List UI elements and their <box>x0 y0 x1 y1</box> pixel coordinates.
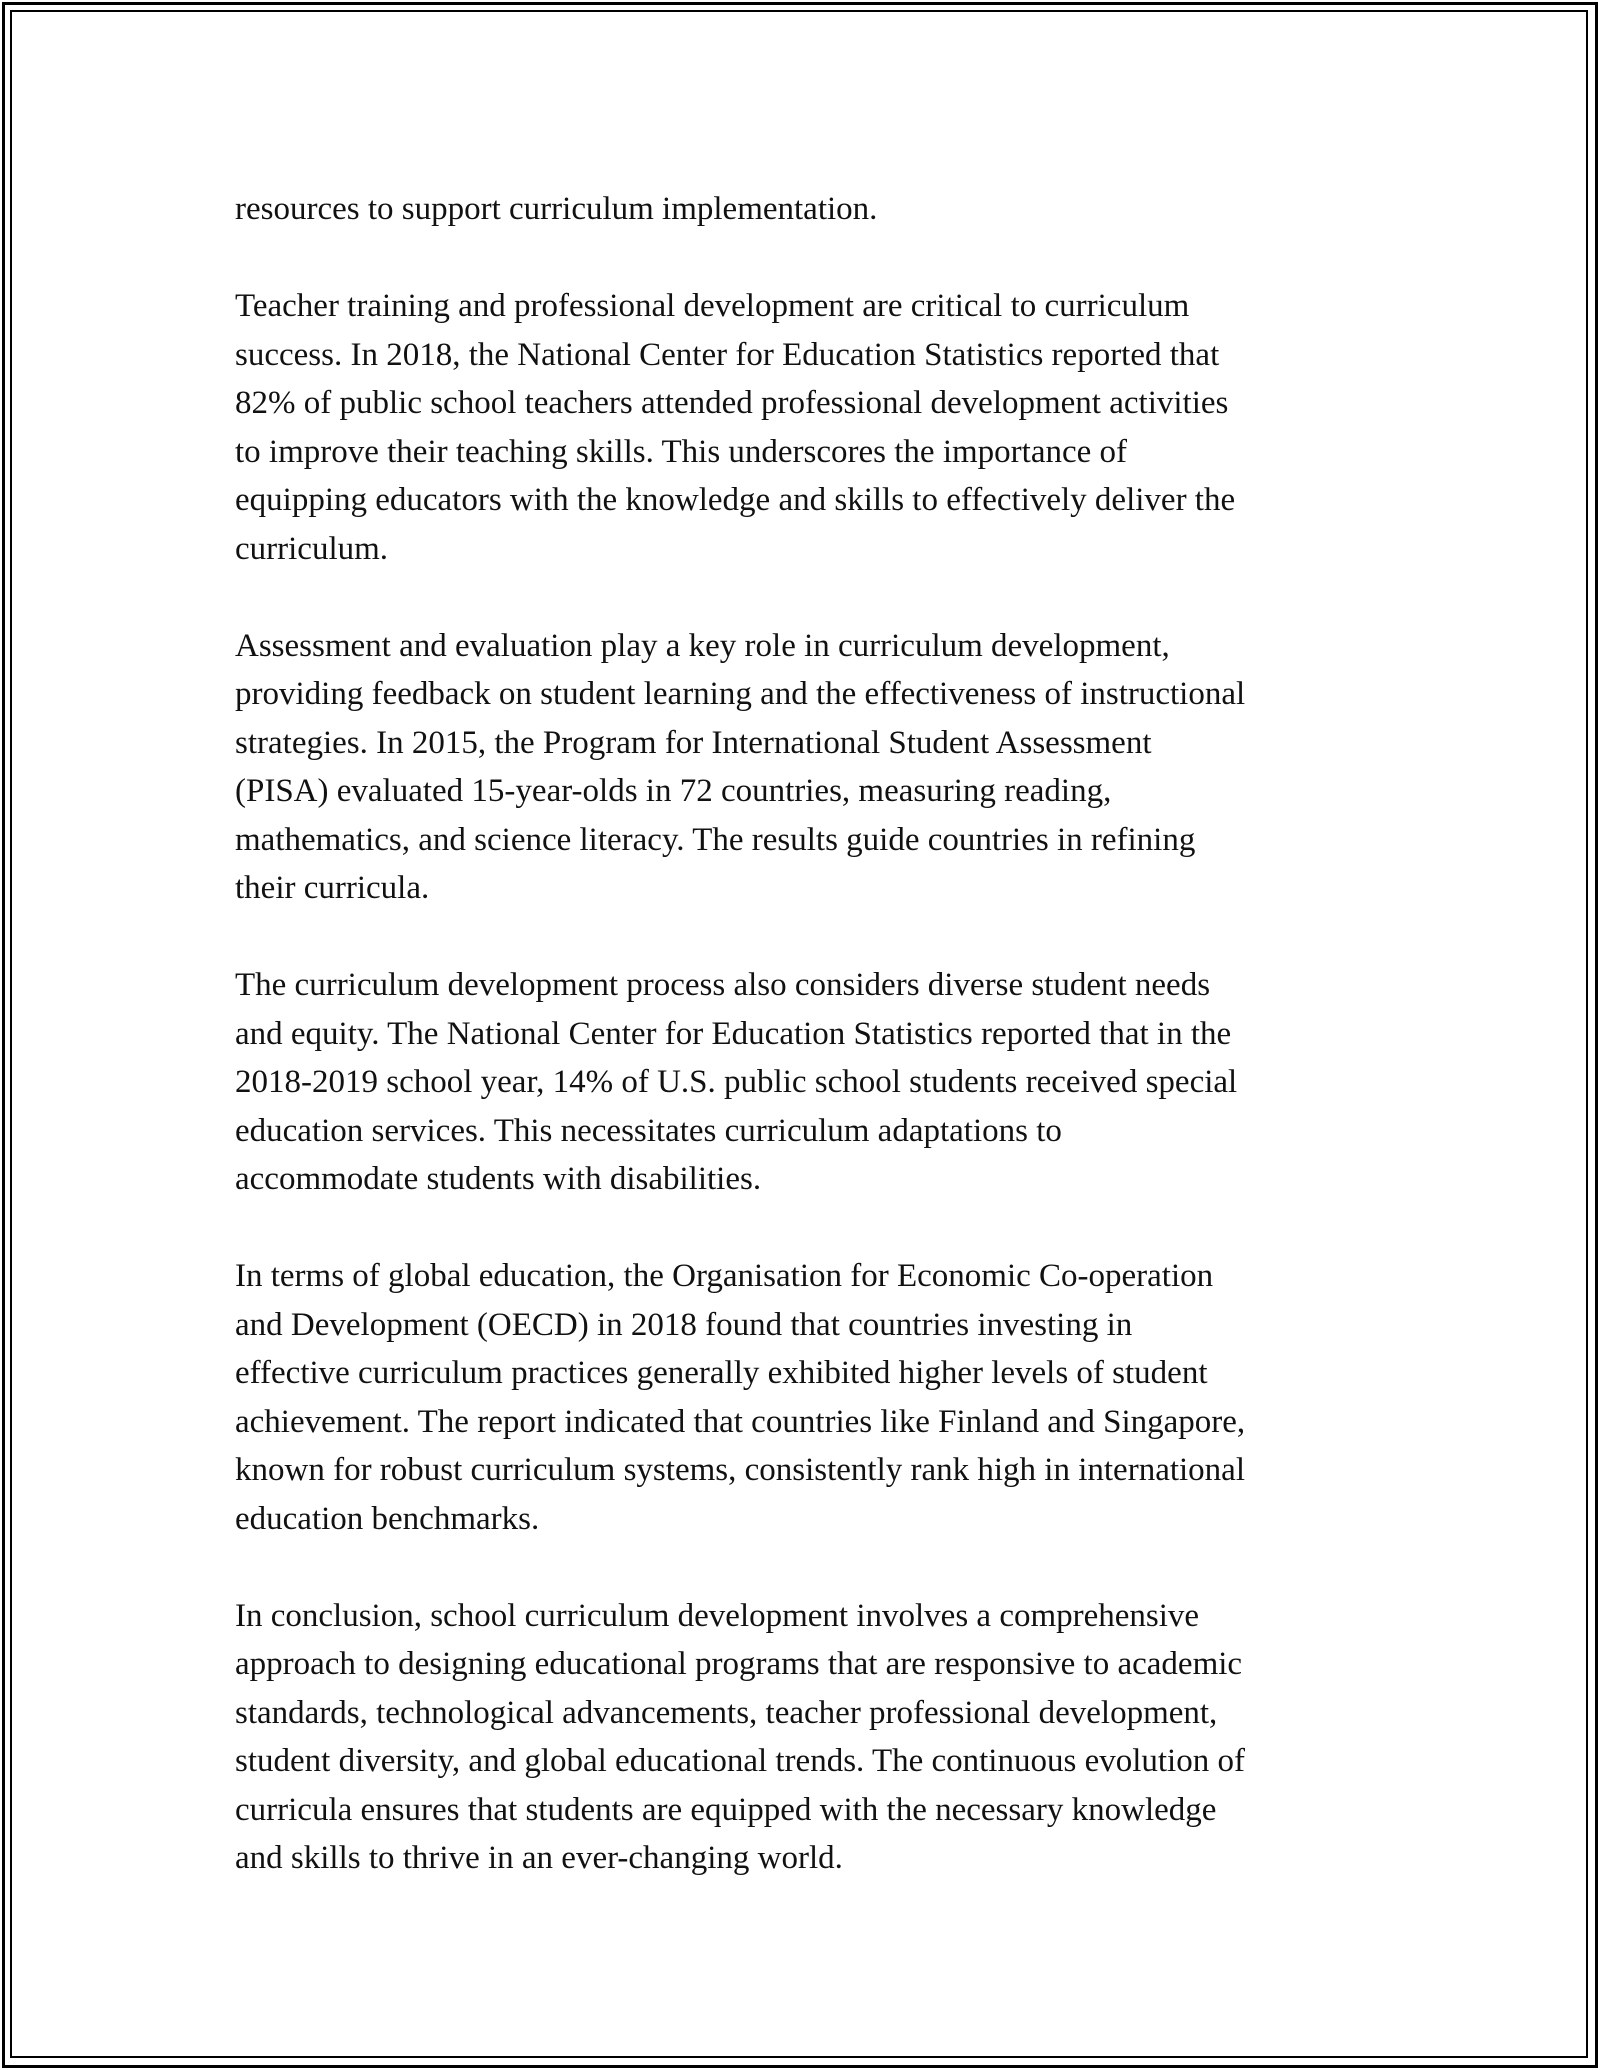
text-line: (PISA) evaluated 15-year-olds in 72 countries, measuring reading, <box>235 773 1112 809</box>
text-line: providing feedback on student learning and the effectiveness of instructional <box>235 676 1246 712</box>
text-line: known for robust curriculum systems, consistently rank high in international <box>235 1452 1245 1488</box>
text-line: strategies. In 2015, the Program for International Student Assessment <box>235 724 1152 761</box>
paragraph-teacher-training <box>235 282 1375 573</box>
text-line: In conclusion, school curriculum development involves a comprehensive <box>235 1597 1200 1634</box>
paragraph-conclusion <box>235 1592 1375 1883</box>
document-body <box>235 185 1375 1883</box>
text-line: education benchmarks. <box>235 1500 540 1537</box>
text-line: standards, technological advancements, teacher professional development, <box>235 1694 1218 1731</box>
text-line: and skills to thrive in an ever-changing world. <box>235 1840 843 1876</box>
text-line: Teacher training and professional development are critical to curriculum <box>235 288 1190 324</box>
text-line: 2018-2019 school year, 14% of U.S. public school students received special <box>235 1064 1238 1100</box>
text-line: The curriculum development process also considers diverse student needs <box>235 967 1211 1003</box>
paragraph-assessment <box>235 622 1375 913</box>
text-line: and equity. The National Center for Education Statistics reported that in the <box>235 1015 1232 1052</box>
text-line: to improve their teaching skills. This underscores the importance of <box>235 433 1127 470</box>
paragraph-diverse-needs <box>235 961 1375 1204</box>
text-line: resources to support curriculum implementation. <box>235 191 878 227</box>
text-line: their curricula. <box>235 870 430 906</box>
text-line: approach to designing educational programs that are responsive to academic <box>235 1646 1243 1682</box>
text-line: accommodate students with disabilities. <box>235 1161 762 1197</box>
text-line: success. In 2018, the National Center for Education Statistics reported that <box>235 336 1220 373</box>
paragraph-global-education <box>235 1252 1375 1543</box>
text-line: student diversity, and global educational trends. The continuous evolution of <box>235 1743 1245 1779</box>
text-line: achievement. The report indicated that countries like Finland and Singapore, <box>235 1403 1246 1440</box>
paragraph-continuation <box>235 185 1375 234</box>
text-line: Assessment and evaluation play a key role in curriculum development, <box>235 627 1170 664</box>
text-line: 82% of public school teachers attended professional development activities <box>235 385 1229 421</box>
text-line: equipping educators with the knowledge and skills to effectively deliver the <box>235 482 1236 518</box>
text-line: curriculum. <box>235 530 389 567</box>
text-line: In terms of global education, the Organisation for Economic Co-operation <box>235 1258 1214 1294</box>
text-line: education services. This necessitates curriculum adaptations to <box>235 1112 1062 1149</box>
text-line: effective curriculum practices generally exhibited higher levels of student <box>235 1355 1208 1391</box>
text-line: curricula ensures that students are equipped with the necessary knowledge <box>235 1791 1217 1828</box>
text-line: mathematics, and science literacy. The results guide countries in refining <box>235 821 1196 858</box>
text-line: and Development (OECD) in 2018 found that countries investing in <box>235 1306 1133 1343</box>
